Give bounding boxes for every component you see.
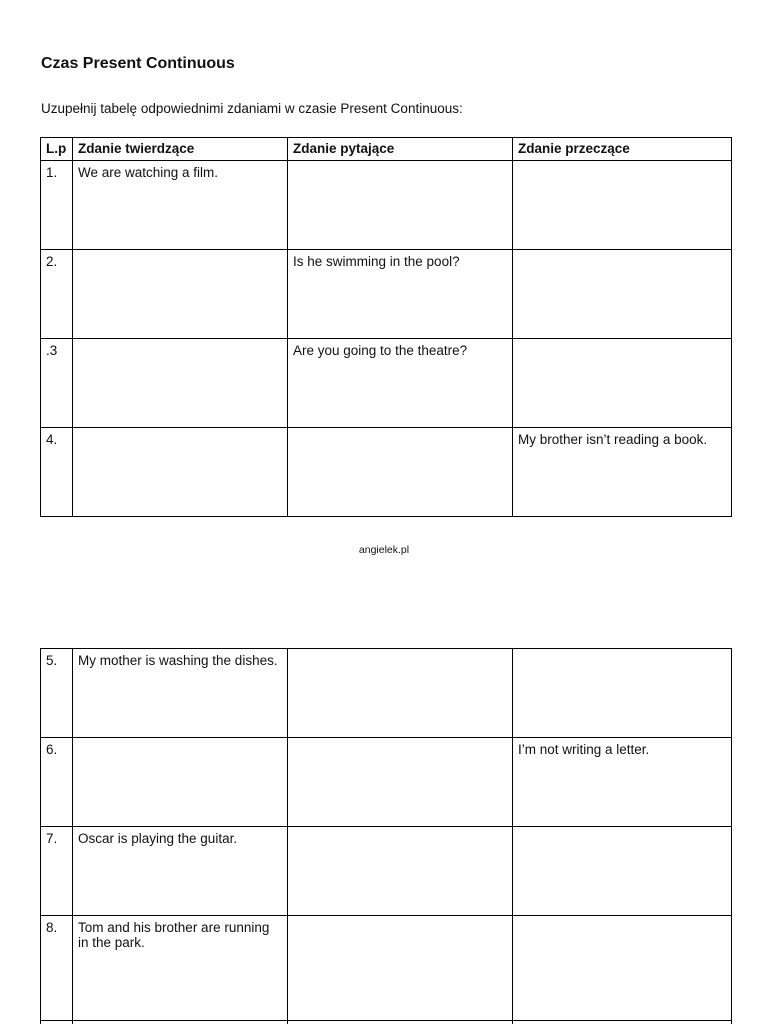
negative-sentence-cell xyxy=(513,250,732,339)
instruction-text: Uzupełnij tabelę odpowiednimi zdaniami w czasie Present Continuous: xyxy=(41,101,463,116)
column-header-affirmative: Zdanie twierdzące xyxy=(73,138,288,161)
affirmative-sentence-cell xyxy=(73,1021,288,1024)
exercise-table-1-body xyxy=(41,161,732,517)
table-row xyxy=(41,250,732,339)
table-row xyxy=(41,428,732,517)
column-header-negative: Zdanie przeczące xyxy=(513,138,732,161)
affirmative-sentence-cell xyxy=(73,250,288,339)
footer-site-name: angielek.pl xyxy=(358,544,410,556)
question-sentence-cell xyxy=(288,827,513,916)
table-row xyxy=(41,827,732,916)
question-sentence-cell xyxy=(288,428,513,517)
negative-sentence-cell xyxy=(513,649,732,738)
table-row xyxy=(41,339,732,428)
affirmative-sentence-cell: My mother is washing the dishes. xyxy=(73,649,288,738)
table-row xyxy=(41,916,732,1021)
row-number-cell: .3 xyxy=(41,339,73,428)
exercise-table-1 xyxy=(40,137,732,517)
row-number-cell: 4. xyxy=(41,428,73,517)
negative-sentence-cell: My brother isn’t reading a book. xyxy=(513,428,732,517)
question-sentence-cell xyxy=(288,738,513,827)
negative-sentence-cell xyxy=(513,1021,732,1024)
affirmative-sentence-cell: Oscar is playing the guitar. xyxy=(73,827,288,916)
row-number-cell: 2. xyxy=(41,250,73,339)
column-header-question: Zdanie pytające xyxy=(288,138,513,161)
question-sentence-cell xyxy=(288,161,513,250)
question-sentence-cell xyxy=(288,916,513,1021)
question-sentence-cell xyxy=(288,649,513,738)
table-row xyxy=(41,738,732,827)
affirmative-sentence-cell: We are watching a film. xyxy=(73,161,288,250)
exercise-table-2-body xyxy=(41,649,732,1024)
negative-sentence-cell xyxy=(513,339,732,428)
negative-sentence-cell xyxy=(513,916,732,1021)
page-title: Czas Present Continuous xyxy=(41,55,235,72)
affirmative-sentence-cell xyxy=(73,428,288,517)
affirmative-sentence-cell xyxy=(73,738,288,827)
table-header-row xyxy=(41,138,732,161)
table-row xyxy=(41,161,732,250)
row-number-cell: 8. xyxy=(41,916,73,1021)
column-header-number: L.p xyxy=(41,138,73,161)
negative-sentence-cell xyxy=(513,827,732,916)
affirmative-sentence-cell: Tom and his brother are running in the park. xyxy=(73,916,288,1021)
exercise-table-2 xyxy=(40,648,732,1024)
negative-sentence-cell xyxy=(513,161,732,250)
question-sentence-cell: Are you going to the theatre? xyxy=(288,339,513,428)
question-sentence-cell xyxy=(288,1021,513,1024)
table-row xyxy=(41,1021,732,1024)
table-row xyxy=(41,649,732,738)
row-number-cell: 7. xyxy=(41,827,73,916)
row-number-cell: 1. xyxy=(41,161,73,250)
row-number-cell: 5. xyxy=(41,649,73,738)
negative-sentence-cell: I’m not writing a letter. xyxy=(513,738,732,827)
question-sentence-cell: Is he swimming in the pool? xyxy=(288,250,513,339)
row-number-cell: 6. xyxy=(41,738,73,827)
row-number-cell xyxy=(41,1021,73,1024)
affirmative-sentence-cell xyxy=(73,339,288,428)
